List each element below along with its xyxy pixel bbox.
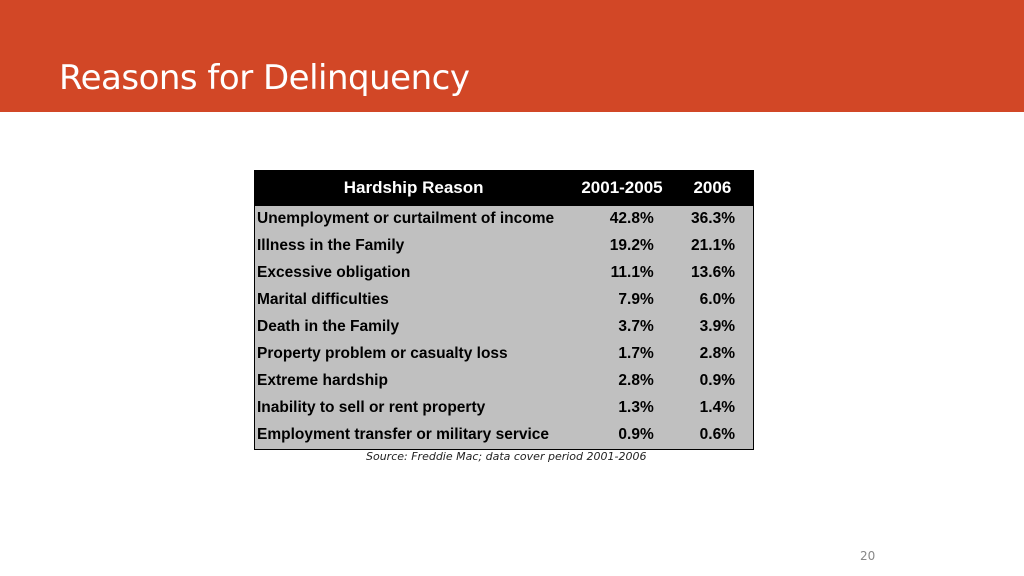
value-2001-2005-cell: 3.7% [618,318,654,335]
value-2001-2005-cell: 11.1% [610,264,654,281]
table-row [255,368,754,395]
header-2001-2005: 2001-2005 [581,178,663,198]
value-2006-cell: 1.4% [699,399,735,416]
reason-cell: Death in the Family [257,318,400,335]
page-number: 20 [860,549,876,563]
reason-cell: Employment transfer or military service [257,426,550,443]
value-2001-2005-cell: 7.9% [618,291,654,308]
value-2006-cell: 13.6% [691,264,735,281]
reason-cell: Extreme hardship [257,372,388,389]
value-2001-2005-cell: 1.7% [618,345,654,362]
table-row [255,341,754,368]
table-row [255,260,754,287]
value-2001-2005-cell: 0.9% [618,426,654,443]
table-row [255,314,754,341]
table-row [255,422,754,450]
value-2001-2005-cell: 42.8% [609,210,654,227]
table-row [255,233,754,260]
value-2001-2005-cell: 2.8% [618,372,654,389]
reason-cell: Illness in the Family [257,237,405,254]
table-row [255,395,754,422]
reason-cell: Excessive obligation [257,264,411,281]
reason-cell: Unemployment or curtailment of income [257,210,555,227]
value-2006-cell: 2.8% [699,345,735,362]
value-2006-cell: 6.0% [699,291,735,308]
source-note: Source: Freddie Mac; data cover period 2001-2006 [366,450,647,463]
table-row [255,287,754,314]
value-2001-2005-cell: 1.3% [618,399,654,416]
value-2006-cell: 0.9% [699,372,735,389]
hardship-table [254,170,754,450]
table-row [255,206,754,233]
reason-cell: Property problem or casualty loss [257,345,508,362]
value-2006-cell: 3.9% [699,318,735,335]
reason-cell: Inability to sell or rent property [257,399,486,416]
header-hardship-reason: Hardship Reason [343,178,484,198]
value-2001-2005-cell: 19.2% [609,237,654,254]
value-2006-cell: 36.3% [691,210,735,227]
header-2006: 2006 [693,178,732,198]
table-header-row [255,171,754,206]
reason-cell: Marital difficulties [257,291,389,308]
slide-title: Reasons for Delinquency [59,58,470,98]
value-2006-cell: 0.6% [699,426,735,443]
value-2006-cell: 21.1% [691,237,735,254]
title-bar [0,0,1024,112]
